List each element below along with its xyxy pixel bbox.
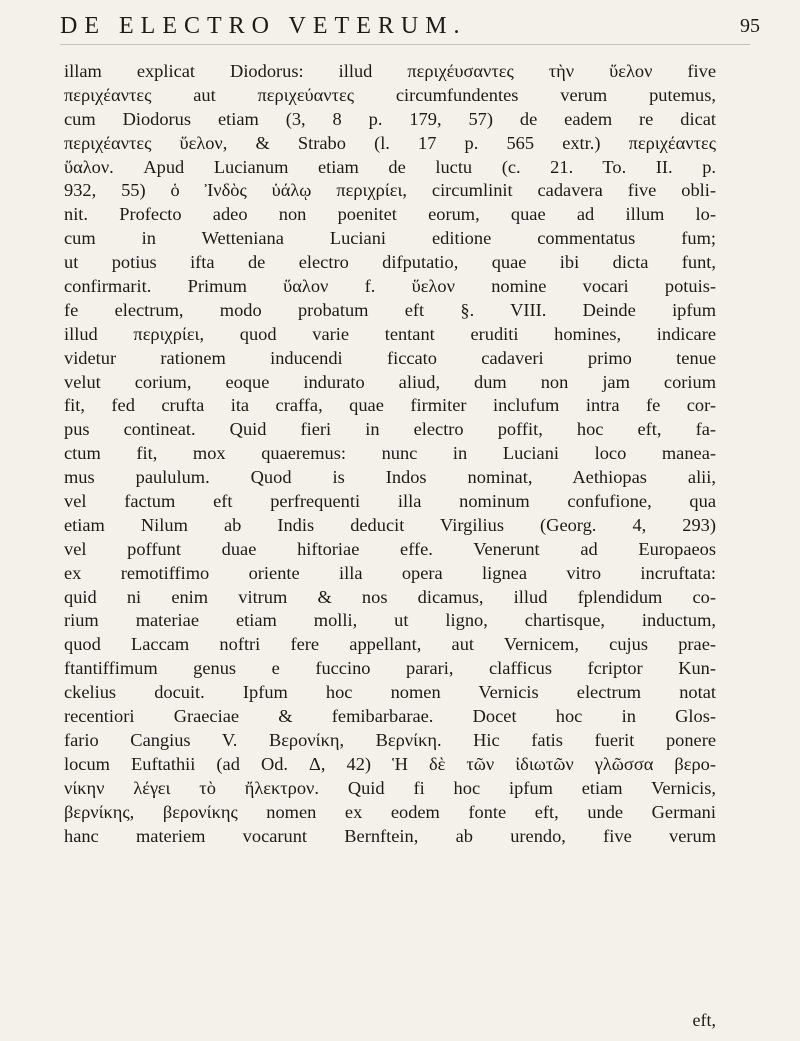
text-line: illud περιχρίει, quod varie tentant eruditi homines, indicare	[64, 323, 716, 344]
text-line: ut potius ifta de electro difputatio, quae ibi dicta funt,	[64, 252, 716, 273]
text-line: fario Cangius V. Βερονίκη, Βερνίκη. Hic fatis fuerit ponere	[64, 729, 716, 750]
text-line: 932, 55) ὁ Ἰνδὸς ὑάλῳ περιχρίει, circumlinit cadavera five obli-	[64, 180, 716, 201]
text-line: locum Euftathii (ad Od. Δ, 42) Ἡ δὲ τῶν ἰδιωτῶν γλῶσσα βερο-	[64, 753, 716, 774]
text-line: vel factum eft perfrequenti illa nominum confufione, qua	[64, 491, 716, 512]
running-title: DE ELECTRO VETERUM.	[60, 12, 467, 39]
text-line: rium materiae etiam molli, ut ligno, chartisque, inductum,	[64, 610, 716, 631]
text-line: quid ni enim vitrum & nos dicamus, illud fplendidum co-	[64, 586, 716, 607]
text-line: ctum fit, mox quaeremus: nunc in Luciani loco manea-	[64, 443, 716, 464]
text-line: περιχέαντες aut περιχεύαντες circumfundentes verum putemus,	[64, 84, 716, 105]
text-line: fe electrum, modo probatum eft §. VIII. Deinde ipfum	[64, 299, 716, 320]
text-line: etiam Nilum ab Indis deducit Virgilius (Georg. 4, 293)	[64, 514, 716, 535]
text-line: nit. Profecto adeo non poenitet eorum, quae ad illum lo-	[64, 204, 716, 225]
text-line: ὕαλον. Apud Lucianum etiam de luctu (c. 21. To. II. p.	[64, 156, 716, 177]
text-line: fit, fed crufta ita craffa, quae firmiter inclufum intra fe cor-	[64, 395, 716, 416]
text-line: mus paululum. Quod is Indos nominat, Aethiopas alii,	[64, 467, 716, 488]
text-line: quod Laccam noftri fere appellant, aut Vernicem, cujus prae-	[64, 634, 716, 655]
page-text	[64, 60, 716, 848]
text-line: ftantiffimum genus e fuccino parari, clafficus fcriptor Kun-	[64, 658, 716, 679]
text-line: velut corium, eoque indurato aliud, dum non jam corium	[64, 371, 716, 392]
text-line: videtur rationem inducendi ficcato cadaveri primo tenue	[64, 347, 716, 368]
text-line: ex remotiffimo oriente illa opera lignea vitro incruftata:	[64, 562, 716, 583]
text-line: περιχέαντες ὕελον, & Strabo (l. 17 p. 565 extr.) περιχέαντες	[64, 132, 716, 153]
text-line: vel poffunt duae hiftoriae effe. Venerunt ad Europaeos	[64, 538, 716, 559]
page-number: 95	[740, 14, 760, 37]
header-rule	[60, 44, 750, 45]
text-line: βερνίκης, βερονίκης nomen ex eodem fonte eft, unde Germani	[64, 801, 716, 822]
text-line: cum Diodorus etiam (3, 8 p. 179, 57) de eadem re dicat	[64, 108, 716, 129]
text-line: νίκην λέγει τὸ ἤλεκτρον. Quid fi hoc ipfum etiam Vernicis,	[64, 777, 716, 798]
text-line: cum in Wetteniana Luciani editione commentatus fum;	[64, 228, 716, 249]
catchword: eft,	[692, 1010, 716, 1030]
text-line: hanc materiem vocarunt Bernftein, ab urendo, five verum	[64, 825, 716, 846]
text-line: recentiori Graeciae & femibarbarae. Docet hoc in Glos-	[64, 706, 716, 727]
running-head	[60, 8, 760, 44]
text-line: illam explicat Diodorus: illud περιχέυσαντες τὴν ὕελον five	[64, 61, 716, 81]
text-line: pus contineat. Quid fieri in electro poffit, hoc eft, fa-	[64, 419, 716, 440]
text-line: ckelius docuit. Ipfum hoc nomen Vernicis electrum notat	[64, 682, 716, 703]
text-line: confirmarit. Primum ὕαλον f. ὕελον nomine vocari potuis-	[64, 276, 716, 297]
